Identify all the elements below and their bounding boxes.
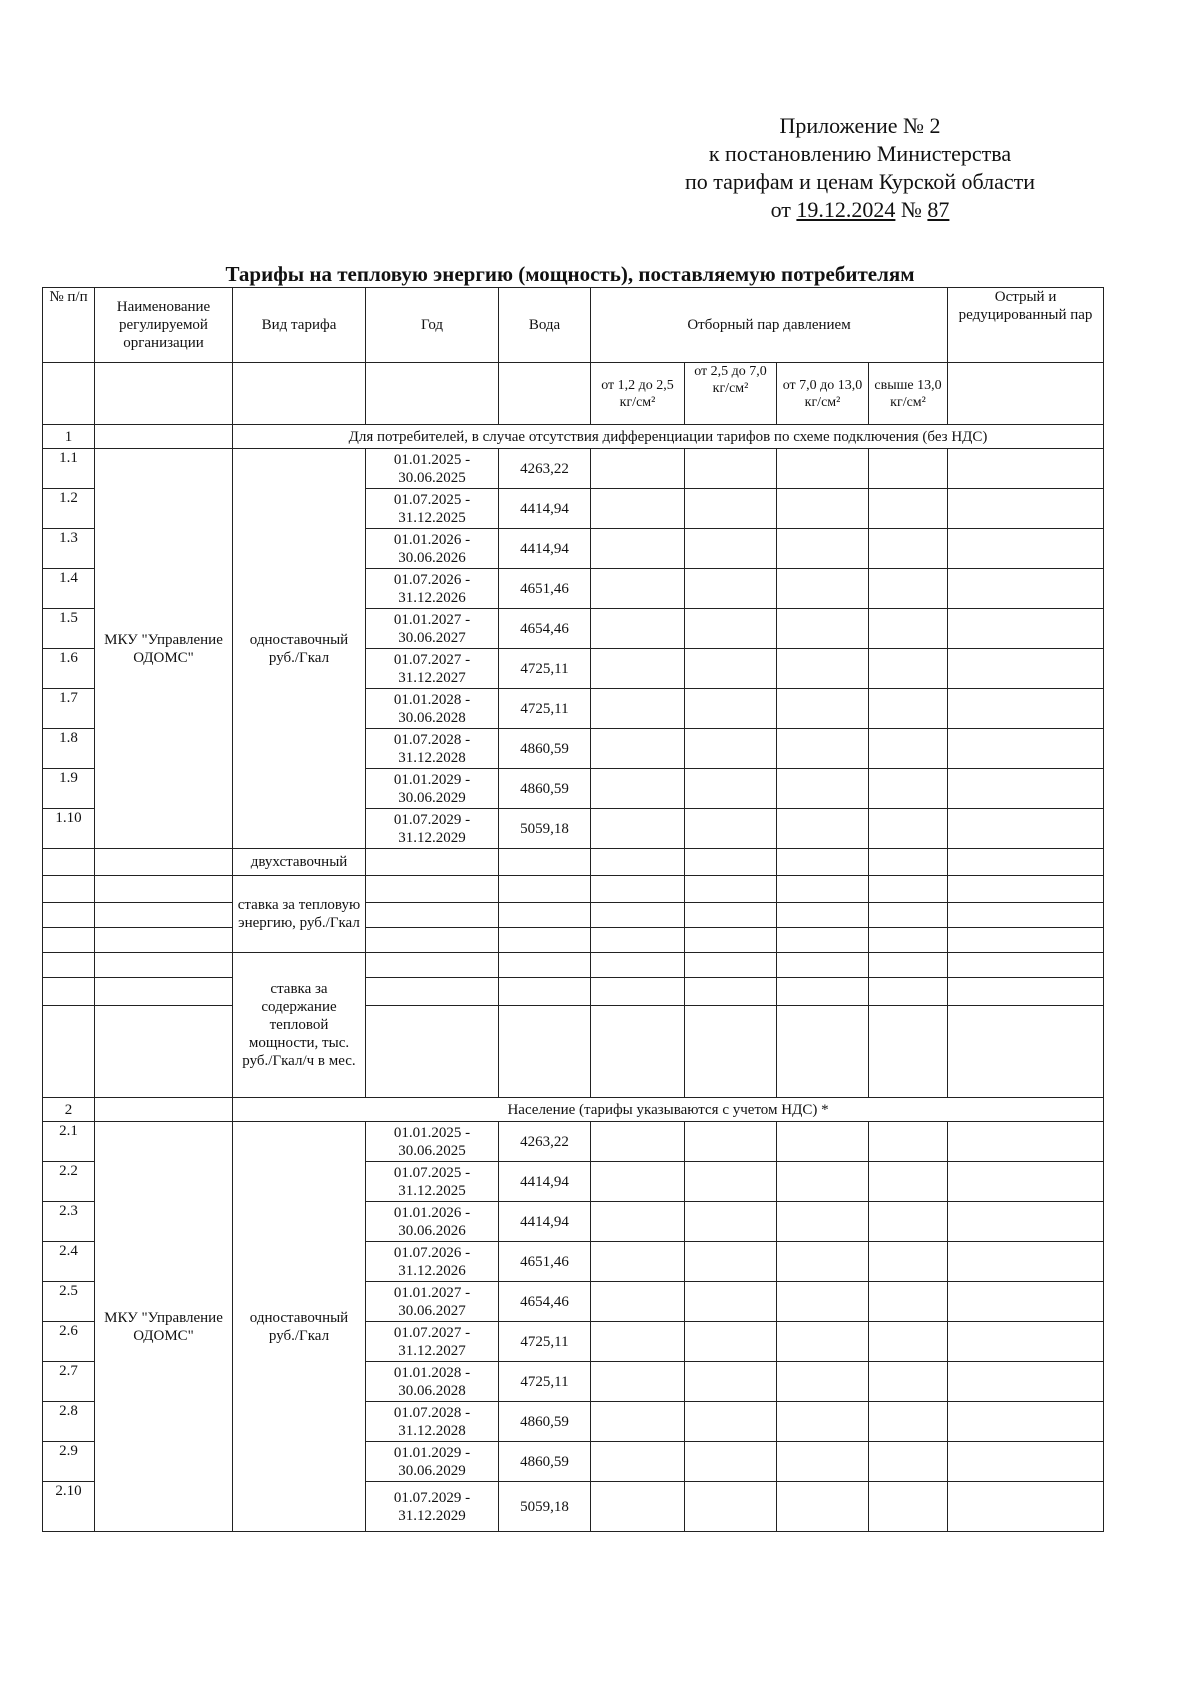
empty-cell [869,729,948,769]
empty-cell [499,363,591,425]
rate-capacity-label: ставка за содержание тепловой мощности, тыс. руб./Гкал/ч в мес. [233,953,366,1098]
water-tariff-value: 4654,46 [499,1282,591,1322]
water-tariff-value: 4725,11 [499,1322,591,1362]
empty-cell [869,809,948,849]
period-cell: 01.01.2028 - 30.06.2028 [366,1362,499,1402]
section-number: 1 [43,425,95,449]
empty-cell [777,449,869,489]
period-cell: 01.07.2027 - 31.12.2027 [366,1322,499,1362]
water-tariff-value: 4725,11 [499,1362,591,1402]
empty-cell [777,953,869,978]
empty-cell [777,689,869,729]
period-cell: 01.01.2026 - 30.06.2026 [366,529,499,569]
empty-cell [869,978,948,1006]
header-line-3: по тарифам и ценам Курской области [684,169,1036,194]
row-number: 2.6 [43,1322,95,1362]
two-part-row [43,849,1104,876]
rate-row [43,978,1104,1006]
empty-cell [777,876,869,903]
empty-cell [233,363,366,425]
rate-row [43,953,1104,978]
empty-cell [591,1442,685,1482]
empty-cell [366,903,499,928]
empty-cell [869,849,948,876]
empty-cell [777,1202,869,1242]
empty-cell [95,425,233,449]
empty-cell [869,903,948,928]
empty-cell [777,1482,869,1532]
period-cell: 01.07.2025 - 31.12.2025 [366,489,499,529]
empty-cell [43,953,95,978]
empty-cell [948,769,1104,809]
header-line-4 [640,196,1080,224]
empty-cell [499,876,591,903]
empty-cell [591,569,685,609]
empty-cell [685,1162,777,1202]
row-number: 2.10 [43,1482,95,1532]
section-row [43,1098,1104,1122]
empty-cell [95,1098,233,1122]
period-cell: 01.07.2026 - 31.12.2026 [366,1242,499,1282]
header-line-1: Приложение № 2 [779,113,941,138]
empty-cell [948,529,1104,569]
empty-cell [685,769,777,809]
empty-cell [591,729,685,769]
empty-cell [948,1322,1104,1362]
col-pressure-2: от 2,5 до 7,0 кг/см² [685,363,777,425]
empty-cell [685,1006,777,1098]
row-number: 1.8 [43,729,95,769]
empty-cell [869,609,948,649]
empty-cell [685,1242,777,1282]
empty-cell [869,1442,948,1482]
empty-cell [591,1482,685,1532]
empty-cell [685,489,777,529]
empty-cell [685,849,777,876]
empty-cell [948,849,1104,876]
empty-cell [948,649,1104,689]
empty-cell [591,689,685,729]
row-number: 2.4 [43,1242,95,1282]
resolution-date: 19.12.2024 [796,197,896,222]
empty-cell [685,1402,777,1442]
empty-cell [685,809,777,849]
col-org-header: Наименование регулируемой организации [95,288,233,363]
two-part-tariff-label: двухставочный [233,849,366,876]
empty-cell [777,489,869,529]
empty-cell [948,1402,1104,1442]
empty-cell [591,1362,685,1402]
water-tariff-value: 4860,59 [499,1442,591,1482]
number-prefix: № [895,197,928,222]
date-prefix: от [770,197,797,222]
col-pressure-1: от 1,2 до 2,5 кг/см² [591,363,685,425]
empty-cell [948,1362,1104,1402]
water-tariff-value: 4725,11 [499,649,591,689]
col-num-header: № п/п [43,288,95,363]
row-number: 1.7 [43,689,95,729]
empty-cell [43,1006,95,1098]
rate-row [43,903,1104,928]
empty-cell [869,1162,948,1202]
rate-energy-label: ставка за тепловую энергию, руб./Гкал [233,876,366,953]
period-cell: 01.01.2025 - 30.06.2025 [366,449,499,489]
col-type-header: Вид тарифа [233,288,366,363]
row-number: 2.9 [43,1442,95,1482]
empty-cell [777,1122,869,1162]
empty-cell [777,729,869,769]
empty-cell [591,876,685,903]
tariff-row [43,449,1104,489]
empty-cell [948,809,1104,849]
empty-cell [591,649,685,689]
resolution-number: 87 [927,197,950,222]
empty-cell [948,689,1104,729]
organization-name: МКУ "Управление ОДОМС" [95,1122,233,1532]
empty-cell [869,1362,948,1402]
empty-cell [777,809,869,849]
empty-cell [591,449,685,489]
tariff-row [43,1122,1104,1162]
empty-cell [685,876,777,903]
rate-row [43,876,1104,903]
empty-cell [869,1402,948,1442]
empty-cell [685,569,777,609]
empty-cell [948,978,1104,1006]
empty-cell [869,1242,948,1282]
tariff-type: одноставочный руб./Гкал [233,1122,366,1532]
empty-cell [777,1162,869,1202]
row-number: 1.2 [43,489,95,529]
water-tariff-value: 4860,59 [499,769,591,809]
col-steam-header: Отборный пар давлением [591,288,948,363]
empty-cell [43,363,95,425]
empty-cell [948,953,1104,978]
empty-cell [869,449,948,489]
col-sharp-header: Острый и редуцированный пар [948,288,1104,363]
empty-cell [777,1442,869,1482]
empty-cell [499,978,591,1006]
empty-cell [869,569,948,609]
empty-cell [591,769,685,809]
empty-cell [777,569,869,609]
empty-cell [777,529,869,569]
empty-cell [95,953,233,978]
empty-cell [591,609,685,649]
empty-cell [948,876,1104,903]
period-cell: 01.01.2026 - 30.06.2026 [366,1202,499,1242]
empty-cell [777,1362,869,1402]
empty-cell [777,609,869,649]
empty-cell [591,903,685,928]
document-title: Тарифы на тепловую энергию (мощность), поставляемую потребителям [225,262,915,286]
water-tariff-value: 4414,94 [499,489,591,529]
table-header-row [43,288,1104,363]
empty-cell [777,1402,869,1442]
empty-cell [948,903,1104,928]
period-cell: 01.01.2027 - 30.06.2027 [366,609,499,649]
period-cell: 01.07.2028 - 31.12.2028 [366,729,499,769]
empty-cell [948,1482,1104,1532]
empty-cell [777,1006,869,1098]
empty-cell [366,876,499,903]
row-number: 1.9 [43,769,95,809]
empty-cell [591,1282,685,1322]
empty-cell [685,449,777,489]
empty-cell [777,978,869,1006]
empty-cell [869,529,948,569]
row-number: 2.3 [43,1202,95,1242]
period-cell: 01.07.2029 - 31.12.2029 [366,809,499,849]
row-number: 2.5 [43,1282,95,1322]
tariff-type: одноставочный руб./Гкал [233,449,366,849]
empty-cell [591,849,685,876]
empty-cell [591,978,685,1006]
empty-cell [685,1322,777,1362]
empty-cell [869,1282,948,1322]
col-pressure-3: от 7,0 до 13,0 кг/см² [777,363,869,425]
row-number: 1.4 [43,569,95,609]
period-cell: 01.07.2029 - 31.12.2029 [366,1482,499,1532]
empty-cell [685,1282,777,1322]
empty-cell [95,903,233,928]
empty-cell [591,1006,685,1098]
empty-cell [685,953,777,978]
empty-cell [948,1242,1104,1282]
empty-cell [685,1202,777,1242]
empty-cell [869,1202,948,1242]
empty-cell [685,978,777,1006]
empty-cell [366,363,499,425]
empty-cell [95,363,233,425]
period-cell: 01.07.2026 - 31.12.2026 [366,569,499,609]
empty-cell [948,1162,1104,1202]
period-cell: 01.01.2027 - 30.06.2027 [366,1282,499,1322]
empty-cell [869,876,948,903]
empty-cell [366,978,499,1006]
empty-cell [685,1122,777,1162]
section-row [43,425,1104,449]
rate-row [43,1006,1104,1098]
empty-cell [777,849,869,876]
empty-cell [869,649,948,689]
row-number: 1.10 [43,809,95,849]
period-cell: 01.01.2029 - 30.06.2029 [366,769,499,809]
water-tariff-value: 4651,46 [499,569,591,609]
empty-cell [43,978,95,1006]
water-tariff-value: 4263,22 [499,1122,591,1162]
empty-cell [869,1482,948,1532]
row-number: 1.5 [43,609,95,649]
row-number: 1.6 [43,649,95,689]
empty-cell [591,809,685,849]
empty-cell [948,449,1104,489]
empty-cell [869,928,948,953]
row-number: 1.3 [43,529,95,569]
empty-cell [685,729,777,769]
empty-cell [685,1362,777,1402]
empty-cell [95,978,233,1006]
empty-cell [948,609,1104,649]
water-tariff-value: 4414,94 [499,529,591,569]
water-tariff-value: 4414,94 [499,1162,591,1202]
header-line-2: к постановлению Министерства [708,141,1012,166]
empty-cell [591,1162,685,1202]
empty-cell [591,1322,685,1362]
water-tariff-value: 4725,11 [499,689,591,729]
col-pressure-4: свыше 13,0 кг/см² [869,363,948,425]
empty-cell [43,928,95,953]
period-cell: 01.07.2028 - 31.12.2028 [366,1402,499,1442]
empty-cell [948,489,1104,529]
empty-cell [777,649,869,689]
empty-cell [948,363,1104,425]
empty-cell [777,769,869,809]
empty-cell [43,876,95,903]
water-tariff-value: 4263,22 [499,449,591,489]
empty-cell [366,953,499,978]
empty-cell [685,903,777,928]
tariff-table [42,287,1104,1532]
rate-row [43,928,1104,953]
empty-cell [685,1482,777,1532]
empty-cell [43,849,95,876]
empty-cell [95,928,233,953]
appendix-header [640,112,1080,224]
water-tariff-value: 4651,46 [499,1242,591,1282]
empty-cell [777,1282,869,1322]
empty-cell [591,953,685,978]
empty-cell [591,1402,685,1442]
empty-cell [43,903,95,928]
empty-cell [366,849,499,876]
empty-cell [95,849,233,876]
empty-cell [685,689,777,729]
period-cell: 01.01.2028 - 30.06.2028 [366,689,499,729]
empty-cell [869,489,948,529]
section-label: Для потребителей, в случае отсутствия дифференциации тарифов по схеме подключения (без НДС) [233,425,1104,449]
empty-cell [777,1242,869,1282]
empty-cell [869,769,948,809]
empty-cell [777,928,869,953]
col-year-header: Год [366,288,499,363]
empty-cell [685,609,777,649]
empty-cell [499,903,591,928]
empty-cell [948,1006,1104,1098]
empty-cell [948,1202,1104,1242]
row-number: 1.1 [43,449,95,489]
empty-cell [591,1122,685,1162]
table-subheader-row [43,363,1104,425]
row-number: 2.8 [43,1402,95,1442]
empty-cell [777,903,869,928]
empty-cell [948,729,1104,769]
empty-cell [685,649,777,689]
empty-cell [499,1006,591,1098]
empty-cell [499,953,591,978]
col-water-header: Вода [499,288,591,363]
empty-cell [685,1442,777,1482]
section-label: Население (тарифы указываются с учетом НДС) * [233,1098,1104,1122]
empty-cell [591,529,685,569]
empty-cell [948,1442,1104,1482]
empty-cell [948,1122,1104,1162]
water-tariff-value: 4654,46 [499,609,591,649]
empty-cell [591,928,685,953]
empty-cell [869,1322,948,1362]
row-number: 2.1 [43,1122,95,1162]
water-tariff-value: 4414,94 [499,1202,591,1242]
empty-cell [869,953,948,978]
water-tariff-value: 5059,18 [499,809,591,849]
empty-cell [366,1006,499,1098]
organization-name: МКУ "Управление ОДОМС" [95,449,233,849]
period-cell: 01.07.2025 - 31.12.2025 [366,1162,499,1202]
water-tariff-value: 5059,18 [499,1482,591,1532]
empty-cell [591,1242,685,1282]
row-number: 2.7 [43,1362,95,1402]
empty-cell [869,1122,948,1162]
empty-cell [499,928,591,953]
water-tariff-value: 4860,59 [499,1402,591,1442]
period-cell: 01.01.2025 - 30.06.2025 [366,1122,499,1162]
empty-cell [777,1322,869,1362]
empty-cell [948,569,1104,609]
empty-cell [95,1006,233,1098]
empty-cell [869,1006,948,1098]
empty-cell [95,876,233,903]
empty-cell [591,1202,685,1242]
water-tariff-value: 4860,59 [499,729,591,769]
empty-cell [591,489,685,529]
empty-cell [948,1282,1104,1322]
period-cell: 01.07.2027 - 31.12.2027 [366,649,499,689]
empty-cell [948,928,1104,953]
empty-cell [499,849,591,876]
section-number: 2 [43,1098,95,1122]
empty-cell [685,928,777,953]
period-cell: 01.01.2029 - 30.06.2029 [366,1442,499,1482]
empty-cell [366,928,499,953]
row-number: 2.2 [43,1162,95,1202]
empty-cell [869,689,948,729]
empty-cell [685,529,777,569]
